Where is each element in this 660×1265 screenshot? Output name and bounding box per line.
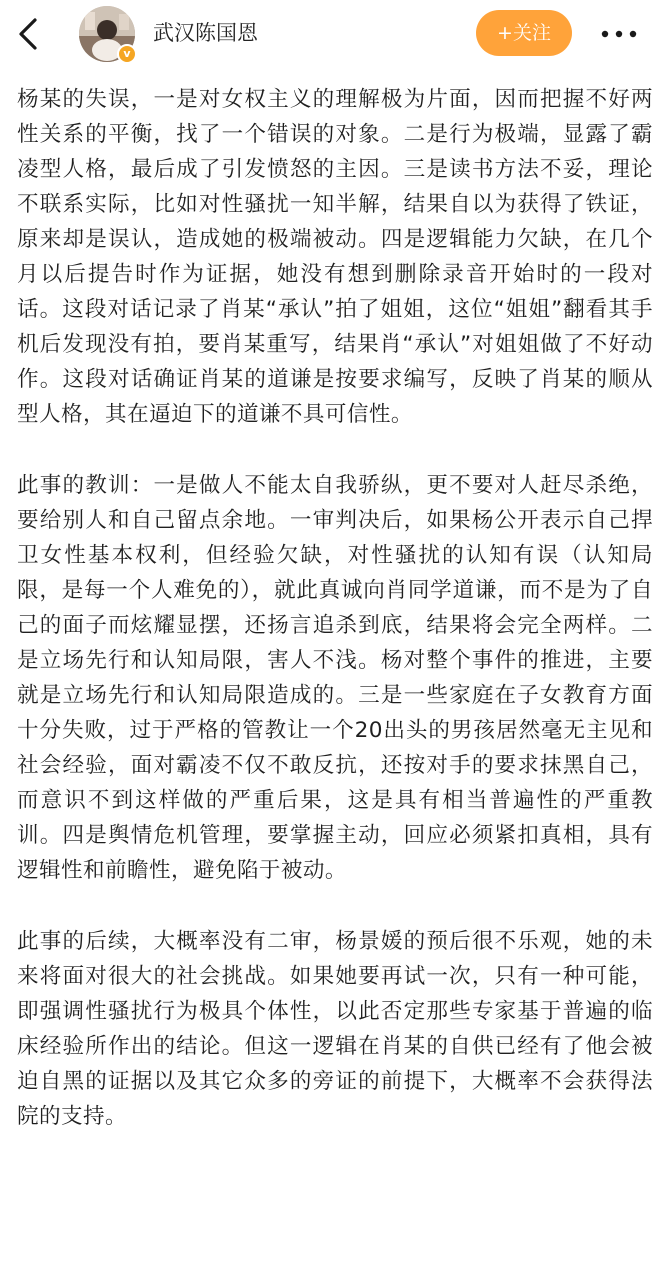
more-button[interactable] (598, 20, 640, 48)
verified-badge-icon: v (117, 44, 137, 64)
follow-button[interactable]: +关注 (476, 10, 572, 56)
back-arrow-icon (10, 14, 46, 54)
avatar[interactable] (79, 6, 135, 62)
article-paragraph: 杨某的失误，一是对女权主义的理解极为片面，因而把握不好两性关系的平衡，找了一个错误的对象。二是行为极端，显露了霸凌型人格，最后成了引发愤怒的主因。三是读书方法不妥，理论不联系实际，比如对性骚扰一知半解，结果自以为获得了铁证，原来却是误认，造成她的极端被动。四是逻辑能力欠缺，在几个月以后提告时作为证据，她没有想到删除录音开始时的一段对话。这段对话记录了肖某“承认”拍了姐姐，这位“姐姐”翻看其手机后发现没有拍，要肖某重写，结果肖“承认”对姐姐做了不好动作。这段对话确证肖某的道谦是按要求编写，反映了肖某的顺从型人格，其在逼迫下的道谦不具可信性。 (17, 87, 653, 427)
article-paragraph: 此事的后续，大概率没有二审，杨景媛的预后很不乐观，她的未来将面对很大的社会挑战。如果她要再试一次，只有一种可能，即强调性骚扰行为极具个体性，以此否定那些专家基于普遍的临床经验所作出的结论。但这一逻辑在肖某的自供已经有了他会被迫自黑的证据以及其它众多的旁证的前提下，大概率不会获得法院的支持。 (17, 929, 653, 1129)
back-button[interactable] (10, 14, 46, 54)
top-bar (0, 0, 660, 68)
article-body (17, 82, 653, 1170)
article-paragraph: 此事的教训：一是做人不能太自我骄纵，更不要对人赶尽杀绝，要给别人和自己留点余地。一审判决后，如果杨公开表示自己捍卫女性基本权利，但经验欠缺，对性骚扰的认知有误（认知局限，是每一个人难免的），就此真诚向肖同学道谦，而不是为了自己的面子而炫耀显摆，还扬言追杀到底，结果将会完全两样。二是立场先行和认知局限，害人不浅。杨对整个事件的推进，主要就是立场先行和认知局限造成的。三是一些家庭在子女教育方面十分失败，过于严格的管教让一个20出头的男孩居然毫无主见和社会经验，面对霸凌不仅不敢反抗，还按对手的要求抹黑自己，而意识不到这样做的严重后果，这是具有相当普遍性的严重教训。四是舆情危机管理，要掌握主动，回应必须紧扣真相，具有逻辑性和前瞻性，避免陷于被动。 (17, 473, 653, 883)
more-dots-icon (598, 20, 640, 48)
username[interactable]: 武汉陈国恩 (153, 21, 258, 45)
